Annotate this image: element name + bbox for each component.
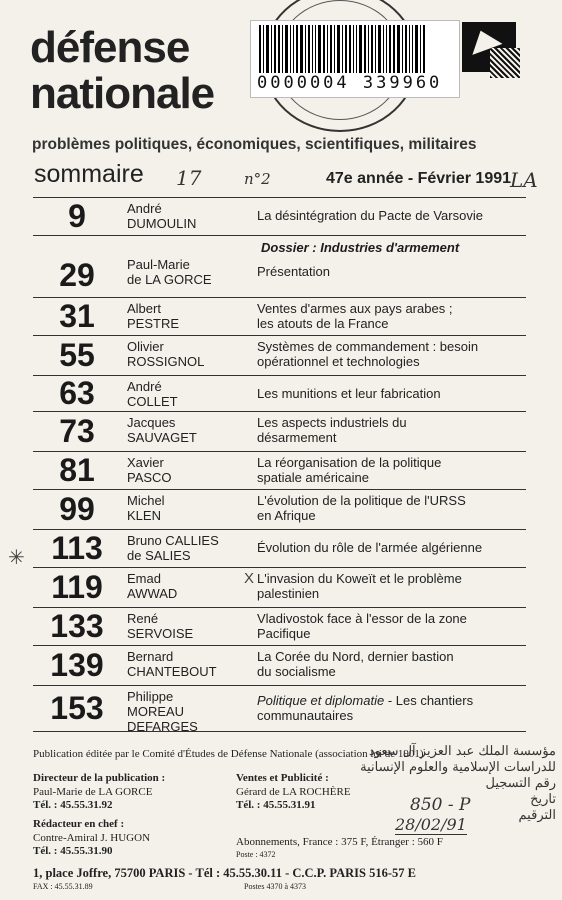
toc-article-title-text: L'invasion du Koweït et le problème palestinien [257, 571, 462, 601]
toc-page-number: 153 [50, 690, 104, 726]
toc-article-title [257, 611, 527, 641]
toc-page-number: 139 [50, 647, 104, 683]
toc-entry [33, 197, 526, 236]
sommaire-label: sommaire [34, 160, 144, 188]
barcode-bar [278, 25, 280, 73]
barcode-bar [327, 25, 328, 73]
masthead-line2: nationale [30, 69, 215, 118]
barcode-bar [308, 25, 310, 73]
sales-tel: Tél. : 45.55.31.91 [236, 799, 316, 811]
barcode-bar [412, 25, 413, 73]
library-stamp-line: مؤسسة الملك عبد العزيز آل سعود [368, 744, 556, 759]
toc-page-number: 63 [59, 375, 95, 411]
barcode-bar [386, 25, 387, 73]
library-stamp-line: الترقيم [518, 808, 556, 823]
toc-author: Philippe MOREAU DEFARGES [127, 689, 198, 734]
barcode-bar [420, 25, 421, 73]
toc-article-title-text: Présentation [257, 264, 330, 279]
barcode [259, 25, 449, 73]
barcode-bar [282, 25, 283, 73]
barcode-bar [364, 25, 366, 73]
editor-tel: Tél. : 45.55.31.90 [33, 845, 113, 857]
poste-2: Postes 4370 à 4373 [244, 882, 306, 891]
dossier-heading: Dossier : Industries d'armement [261, 240, 460, 255]
toc-author: Paul-Marie de LA GORCE [127, 257, 212, 287]
barcode-bar [405, 25, 407, 73]
toc-author: Albert PESTRE [127, 301, 180, 331]
library-stamp-line: رقم التسجيل [485, 776, 556, 791]
toc-entry [33, 489, 526, 530]
barcode-bar [315, 25, 316, 73]
sales-name: Gérard de LA ROCHÈRE [236, 786, 351, 798]
barcode-bar [290, 25, 291, 73]
toc-entry [33, 685, 526, 732]
toc-page-number: 81 [59, 452, 95, 488]
toc-article-title [257, 649, 527, 679]
barcode-bar [323, 25, 325, 73]
toc-page-number: 113 [51, 530, 103, 566]
director-name: Paul-Marie de LA GORCE [33, 786, 153, 798]
toc-entry [33, 253, 526, 298]
toc-article-title-text: - Les chantiers communautaires [257, 693, 474, 723]
toc-page-number: 31 [59, 298, 95, 334]
barcode-bar [274, 25, 276, 73]
barcode-number: 0000004 339960 [257, 73, 443, 93]
publisher-logo [462, 22, 516, 72]
barcode-bar [393, 25, 395, 73]
toc-author: Bruno CALLIES de SALIES [127, 533, 219, 563]
barcode-bar [334, 25, 335, 73]
library-stamp-line: للدراسات الإسلامية والعلوم الإنسانية [360, 760, 556, 775]
registration-date: 28/02/91 [395, 815, 467, 834]
barcode-bar [402, 25, 403, 73]
barcode-bar [337, 25, 340, 73]
toc-article-title-text: Les munitions et leur fabrication [257, 386, 441, 401]
table-of-contents [33, 197, 526, 734]
barcode-bar [389, 25, 391, 73]
barcode-bar [330, 25, 332, 73]
director-tel: Tél. : 45.55.31.92 [33, 799, 113, 811]
masthead-subtitle: problèmes politiques, économiques, scientifiques, militaires [32, 136, 477, 153]
toc-article-title-text: Ventes d'armes aux pays arabes ; les atouts de la France [257, 301, 453, 331]
toc-entry [33, 335, 526, 376]
barcode-bar [415, 25, 418, 73]
editor-label: Rédacteur en chef : [33, 818, 125, 830]
toc-article-title [257, 386, 527, 401]
toc-entry [33, 375, 526, 412]
director-label: Directeur de la publication : [33, 772, 166, 784]
toc-article-title-text: L'évolution de la politique de l'URSS en Afrique [257, 493, 466, 523]
library-stamp-line: تاريخ [530, 792, 556, 807]
editor-name: Contre-Amiral J. HUGON [33, 832, 151, 844]
barcode-bar [305, 25, 306, 73]
toc-page-number: 9 [68, 198, 86, 234]
toc-article-title-text: Évolution du rôle de l'armée algérienne [257, 540, 483, 555]
issue-date: 47e année - Février 1991 [326, 170, 512, 187]
toc-page-number: 119 [51, 569, 103, 605]
sales-label: Ventes et Publicité : [236, 772, 329, 784]
toc-article-title-text: La Corée du Nord, dernier bastion du socialisme [257, 649, 454, 679]
masthead-line1: défense [30, 23, 190, 72]
x-mark: X [244, 570, 255, 587]
handwritten-note-2: n°2 [244, 170, 271, 188]
barcode-bar [353, 25, 354, 73]
barcode-bar [293, 25, 294, 73]
barcode-bar [259, 25, 261, 73]
toc-entry [33, 567, 526, 608]
toc-page-number: 55 [59, 337, 95, 373]
toc-article-title [257, 339, 527, 369]
barcode-bar [383, 25, 384, 73]
toc-article-title [257, 415, 527, 445]
toc-article-title [257, 208, 527, 223]
toc-article-title [257, 455, 527, 485]
toc-author: André COLLET [127, 379, 178, 409]
toc-page-number: 99 [59, 491, 95, 527]
barcode-bar [271, 25, 272, 73]
registration-number: 850 - P [410, 795, 471, 815]
barcode-label [250, 20, 460, 98]
barcode-bar [349, 25, 351, 73]
toc-page-number: 133 [50, 608, 104, 644]
toc-author: Olivier ROSSIGNOL [127, 339, 205, 369]
toc-author: Xavier PASCO [127, 455, 172, 485]
toc-article-title [257, 264, 527, 279]
barcode-bar [378, 25, 381, 73]
barcode-bar [368, 25, 369, 73]
toc-page-number: 29 [59, 257, 95, 293]
toc-article-title-text: Systèmes de commandement : besoin opérationnel et technologies [257, 339, 479, 369]
barcode-bar [359, 25, 362, 73]
toc-article-title [257, 571, 527, 601]
toc-entry [33, 529, 526, 568]
toc-article-title [257, 493, 527, 523]
barcode-bar [312, 25, 313, 73]
barcode-bar [342, 25, 343, 73]
toc-entry [33, 297, 526, 336]
toc-article-title-italic: Politique et diplomatie [257, 693, 385, 708]
barcode-bar [300, 25, 303, 73]
toc-author: Michel KLEN [127, 493, 165, 523]
toc-entry [33, 645, 526, 686]
toc-author: René SERVOISE [127, 611, 194, 641]
publisher-note: Publication éditée par le Comité d'Études de Défense Nationale (association loi de 1901) [33, 748, 424, 760]
toc-article-title [257, 540, 527, 555]
toc-author: Jacques SAUVAGET [127, 415, 197, 445]
toc-article-title-text: La réorganisation de la politique spatiale américaine [257, 455, 442, 485]
barcode-bar [409, 25, 410, 73]
toc-author: Emad AWWAD [127, 571, 178, 601]
address-line: 1, place Joffre, 75700 PARIS - Tél : 45.55.30.11 - C.C.P. PARIS 516-57 E [33, 866, 416, 880]
toc-author: André DUMOULIN [127, 201, 197, 231]
toc-page-number: 73 [59, 413, 95, 449]
toc-article-title [257, 693, 527, 723]
asterisk-mark: ✳ [8, 547, 25, 569]
barcode-bar [266, 25, 269, 73]
toc-entry [33, 607, 526, 646]
barcode-bar [296, 25, 298, 73]
toc-article-title-text: Les aspects industriels du désarmement [257, 415, 407, 445]
barcode-bar [371, 25, 373, 73]
barcode-bar [263, 25, 264, 73]
barcode-bar [423, 25, 425, 73]
toc-author: Bernard CHANTEBOUT [127, 649, 217, 679]
toc-article-title [257, 301, 527, 331]
barcode-bar [375, 25, 376, 73]
barcode-bar [356, 25, 357, 73]
toc-entry [33, 451, 526, 490]
poste-1: Poste : 4372 [236, 850, 276, 859]
barcode-bar [397, 25, 400, 73]
barcode-bar [318, 25, 321, 73]
toc-article-title-text: Vladivostok face à l'essor de la zone Pacifique [257, 611, 467, 641]
barcode-bar [345, 25, 347, 73]
handwritten-note-3: LA [510, 168, 538, 192]
handwritten-note-1: 17 [176, 166, 202, 190]
toc-entry [33, 411, 526, 452]
barcode-bar [285, 25, 288, 73]
subscriptions: Abonnements, France : 375 F, Étranger : 560 F [236, 836, 443, 848]
toc-article-title-text: La désintégration du Pacte de Varsovie [257, 208, 483, 223]
fax-line: FAX : 45.55.31.89 [33, 882, 93, 891]
